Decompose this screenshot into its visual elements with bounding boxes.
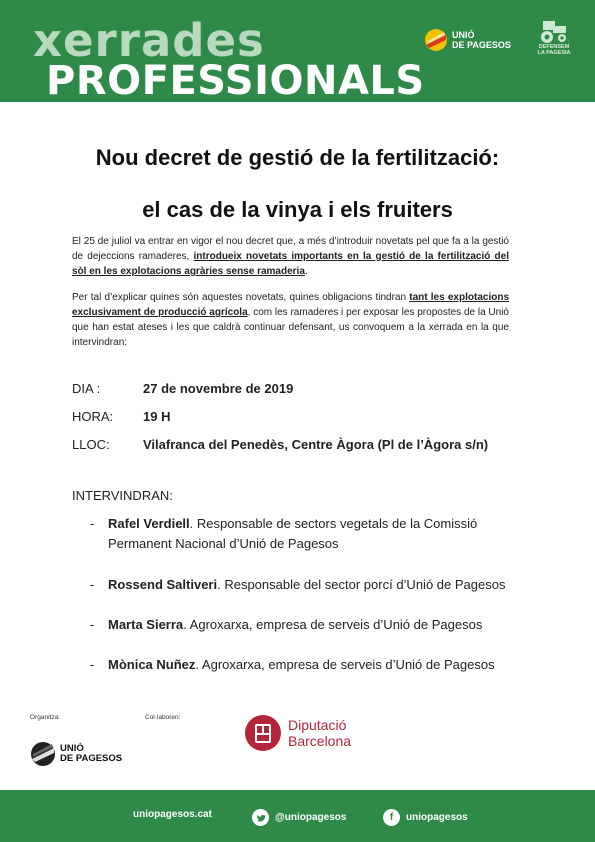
logo-text-2: DE PAGESOS bbox=[452, 40, 511, 50]
event-place-row bbox=[72, 437, 488, 453]
logo-text-1: UNIÓ bbox=[452, 30, 475, 40]
speaker-role: . Agroxarxa, empresa de serveis d’Unió de Pagesos bbox=[183, 617, 483, 632]
org-text-2: DE PAGESOS bbox=[60, 753, 123, 764]
place-value: Vilafranca del Penedès, Centre Àgora (Pl de l’Àgora s/n) bbox=[143, 437, 489, 452]
intro-text: . bbox=[304, 266, 308, 277]
organizer-logo bbox=[30, 741, 122, 767]
speaker-role: . Agroxarxa, empresa de serveis d’Unió de Pagesos bbox=[195, 657, 495, 672]
speaker-item bbox=[90, 615, 510, 635]
twitter-handle: @uniopagesos bbox=[275, 812, 347, 823]
speaker-item bbox=[90, 655, 510, 675]
list-dash: - bbox=[90, 617, 95, 632]
page-title-line-1: Nou decret de gestió de la fertilització: bbox=[95, 145, 500, 170]
unio-emblem-icon bbox=[30, 741, 56, 767]
speakers-heading: INTERVINDRAN: bbox=[72, 488, 173, 503]
banner-line-2: PROFESSIONALS bbox=[46, 58, 425, 102]
event-time-row bbox=[72, 409, 170, 425]
speaker-item bbox=[90, 575, 510, 595]
speaker-role: . Responsable del sector porcí d’Unió de Pagesos bbox=[217, 577, 506, 592]
twitter-link[interactable] bbox=[252, 809, 346, 826]
place-label: LLOC: bbox=[72, 437, 110, 452]
org-text-1: UNIÓ bbox=[60, 743, 84, 754]
date-label: DIA : bbox=[72, 381, 101, 396]
list-dash: - bbox=[90, 657, 95, 672]
intro-text: , com les ramaderes i per exposar les propostes de la Unió que han estat ateses i les que caldrà continuar defensant, us convoquem a la xerrada en la que intervindran: bbox=[72, 307, 509, 348]
diputacio-barcelona-logo bbox=[244, 714, 351, 752]
speaker-role: . Responsable de sectors vegetals de la Comissió Permanent Nacional d’Unió de Pagesos bbox=[108, 516, 478, 551]
intro-text: Per tal d’explicar quines són aquestes novetats, quines obligacions tindran bbox=[72, 292, 410, 303]
page-title-line-2: el cas de la vinya i els fruiters bbox=[142, 197, 453, 222]
diputacio-crest-icon bbox=[244, 714, 282, 752]
list-dash: - bbox=[90, 516, 95, 531]
intro-paragraph-1 bbox=[72, 234, 509, 279]
speaker-name: Mònica Nuñez bbox=[108, 657, 196, 672]
intro-text: El 25 de juliol va entrar en vigor el nou decret que, a més d’introduir novetats pel que fa a la gestió de dejeccions ramaderes, bbox=[72, 236, 509, 262]
time-value: 19 H bbox=[143, 409, 171, 424]
date-value: 27 de novembre de 2019 bbox=[143, 381, 294, 396]
list-dash: - bbox=[90, 577, 95, 592]
intro-paragraph-2 bbox=[72, 290, 509, 350]
facebook-link[interactable] bbox=[383, 809, 468, 826]
time-label: HORA: bbox=[72, 409, 114, 424]
diputacio-text-1: Diputació bbox=[288, 717, 347, 733]
unio-de-pagesos-logo bbox=[424, 28, 511, 52]
header-banner bbox=[0, 0, 595, 102]
defensem-la-pagesia-logo bbox=[533, 18, 575, 56]
banner-line-1: xerrades bbox=[33, 14, 265, 67]
speaker-name: Rafel Verdiell bbox=[108, 516, 190, 531]
collaborators-label: Col·laboren: bbox=[145, 714, 181, 721]
organizer-label: Organitza: bbox=[30, 714, 60, 721]
speaker-item bbox=[90, 514, 510, 554]
twitter-icon bbox=[252, 809, 269, 826]
intro-highlight: tant les explotacions exclusivament de producció agrícola bbox=[72, 292, 509, 318]
facebook-icon: f bbox=[383, 809, 400, 826]
footer-bar bbox=[0, 790, 595, 842]
unio-emblem-icon bbox=[424, 28, 448, 52]
diputacio-text-2: Barcelona bbox=[288, 733, 352, 749]
facebook-handle: uniopagesos bbox=[406, 812, 468, 823]
tractor-icon bbox=[539, 18, 569, 44]
speaker-name: Marta Sierra bbox=[108, 617, 184, 632]
intro-highlight: introdueix novetats importants en la gestió de la fertilització del sòl en les explotacions agràries sense ramaderia bbox=[72, 251, 509, 277]
event-date-row bbox=[72, 381, 293, 397]
defensem-text-2: LA PAGESIA bbox=[537, 50, 571, 56]
website-link[interactable]: uniopagesos.cat bbox=[133, 809, 212, 820]
speaker-name: Rossend Saltiveri bbox=[108, 577, 218, 592]
defensem-text-1: DEFENSEM bbox=[538, 44, 570, 50]
